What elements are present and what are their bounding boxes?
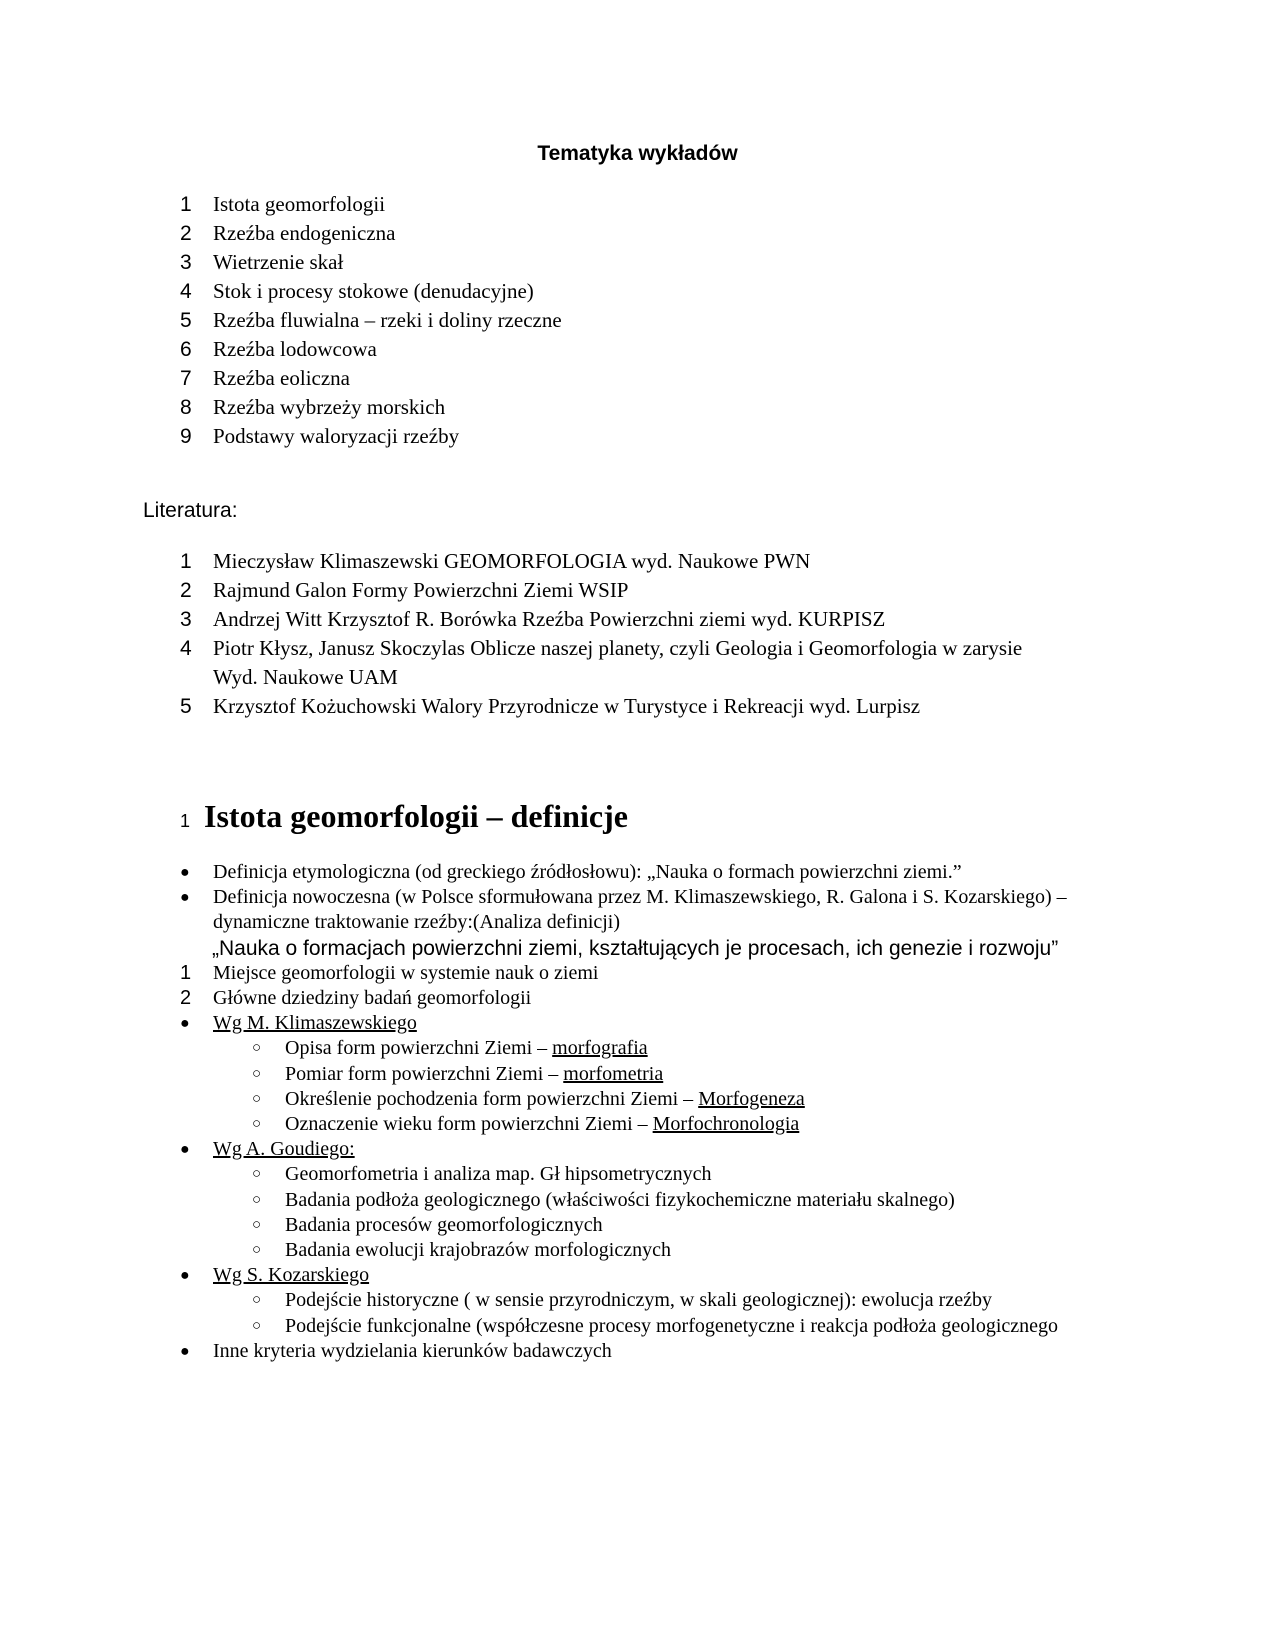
heading-text: Istota geomorfologii – definicje <box>204 798 628 834</box>
item-text: Andrzej Witt Krzysztof R. Borówka Rzeźba Powierzchni ziemi wyd. KURPISZ <box>213 607 886 631</box>
bullet-icon: ● <box>180 889 190 907</box>
item-text: Miejsce geomorfologii w systemie nauk o ziemi <box>213 961 599 984</box>
underlined-term: Wg S. Kozarskiego <box>213 1264 370 1287</box>
item-text: Badania procesów geomorfologicznych <box>285 1213 603 1236</box>
item-text: Oznaczenie wieku form powierzchni Ziemi – <box>285 1113 653 1136</box>
item-text: Istota geomorfologii <box>213 192 386 216</box>
item-number: 8 <box>180 396 192 419</box>
item-text: Mieczysław Klimaszewski GEOMORFOLOGIA wyd. Naukowe PWN <box>213 549 811 573</box>
item-text: Podejście historyczne ( w sensie przyrodniczym, w skali geologicznej): ewolucja rzeźby <box>285 1289 992 1312</box>
item-text: Badania podłoża geologicznego (właściwości fizykochemiczne materiału skalnego) <box>285 1188 955 1211</box>
item-text: Podstawy waloryzacji rzeźby <box>213 424 460 448</box>
list-item <box>180 1339 1070 1364</box>
underlined-term: Wg A. Goudiego: <box>213 1138 355 1161</box>
sub-list-item <box>180 1238 1070 1263</box>
hollow-bullet-icon: ○ <box>252 1040 262 1057</box>
item-text: Podejście funkcjonalne (współczesne procesy morfogenetyczne i reakcja podłoża geologicznego <box>285 1314 1059 1337</box>
section-content <box>180 860 1070 1364</box>
item-text: Rzeźba eoliczna <box>213 366 350 390</box>
item-text: Rzeźba endogeniczna <box>213 221 396 245</box>
item-text: Definicja nowoczesna (w Polsce sformułowana przez M. Klimaszewskiego, R. Galona i S. Kozarskiego) – dynamiczne traktowanie rzeźby:(Analiza definicji) <box>213 886 1067 934</box>
underlined-term: Morfochronologia <box>652 1113 800 1136</box>
item-text: Inne kryteria wydzielania kierunków badawczych <box>213 1339 612 1362</box>
sub-list-item <box>180 1188 1070 1213</box>
list-item <box>180 248 1120 277</box>
sub-list-item <box>180 1213 1070 1238</box>
item-number: 5 <box>180 695 192 718</box>
heading-number: 1 <box>180 811 191 831</box>
item-text: Opisa form powierzchni Ziemi – <box>285 1037 553 1060</box>
hollow-bullet-icon: ○ <box>252 1317 262 1334</box>
sub-list-item <box>180 1112 1070 1137</box>
hollow-bullet-icon: ○ <box>252 1191 262 1208</box>
underlined-term: morfometria <box>563 1062 664 1085</box>
item-text: Rzeźba fluwialna – rzeki i doliny rzeczne <box>213 308 562 332</box>
item-text: Rzeźba lodowcowa <box>213 337 377 361</box>
item-number: 1 <box>180 961 192 984</box>
quote-text: „Nauka o formacjach powierzchni ziemi, kształtujących je procesach, ich genezie i rozwoju” <box>212 936 1059 960</box>
document-title: Tematyka wykładów <box>537 142 738 165</box>
item-text: Wietrzenie skał <box>213 250 344 274</box>
list-item <box>180 219 1120 248</box>
bullet-icon: ● <box>180 1015 190 1033</box>
hollow-bullet-icon: ○ <box>252 1065 262 1082</box>
list-item <box>180 277 1120 306</box>
sub-list-item <box>180 1288 1070 1313</box>
list-item <box>180 306 1120 335</box>
hollow-bullet-icon: ○ <box>252 1216 262 1233</box>
sub-list-item <box>180 1062 1070 1087</box>
hollow-bullet-icon: ○ <box>252 1116 262 1133</box>
sub-list-item <box>180 1314 1070 1339</box>
item-text: Krzysztof Kożuchowski Walory Przyrodnicze w Turystyce i Rekreacji wyd. Lurpisz <box>213 694 921 718</box>
item-text: Geomorfometria i analiza map. Gł hipsometrycznych <box>285 1163 712 1186</box>
list-item <box>180 1011 1070 1036</box>
item-number: 4 <box>180 280 192 303</box>
item-text: Główne dziedziny badań geomorfologii <box>213 987 532 1010</box>
list-item <box>180 393 1120 422</box>
sub-list-item <box>180 1036 1070 1061</box>
bullet-icon: ● <box>180 1342 190 1360</box>
list-item <box>180 961 1070 986</box>
list-item <box>180 1263 1070 1288</box>
literature-label: Literatura: <box>143 499 238 522</box>
section-heading <box>180 798 628 835</box>
item-text: Stok i procesy stokowe (denudacyjne) <box>213 279 534 303</box>
underlined-term: morfografia <box>552 1037 648 1060</box>
list-item <box>180 364 1120 393</box>
item-number: 1 <box>180 193 192 216</box>
list-item <box>180 634 1060 692</box>
list-item <box>180 860 1070 885</box>
hollow-bullet-icon: ○ <box>252 1292 262 1309</box>
item-number: 3 <box>180 251 192 274</box>
item-number: 2 <box>180 579 192 602</box>
bullet-icon: ● <box>180 1267 190 1285</box>
list-item <box>180 190 1120 219</box>
item-text: Określenie pochodzenia form powierzchni Ziemi – <box>285 1087 699 1110</box>
list-item <box>180 576 1060 605</box>
item-text: Piotr Kłysz, Janusz Skoczylas Oblicze naszej planety, czyli Geologia i Geomorfologia w zarysie Wyd. Naukowe UAM <box>213 636 1023 689</box>
item-text: Badania ewolucji krajobrazów morfologicznych <box>285 1239 671 1262</box>
list-item <box>180 986 1070 1011</box>
item-number: 9 <box>180 425 192 448</box>
item-text: Pomiar form powierzchni Ziemi – <box>285 1062 564 1085</box>
item-text: Rzeźba wybrzeży morskich <box>213 395 446 419</box>
hollow-bullet-icon: ○ <box>252 1242 262 1259</box>
item-number: 3 <box>180 608 192 631</box>
list-item <box>180 692 1060 721</box>
list-item <box>180 1137 1070 1162</box>
list-item <box>180 547 1060 576</box>
item-text: Definicja etymologiczna (od greckiego źródłosłowu): „Nauka o formach powierzchni ziemi.” <box>213 861 962 883</box>
item-number: 7 <box>180 367 192 390</box>
bullet-icon: ● <box>180 864 190 881</box>
underlined-term: Wg M. Klimaszewskiego <box>213 1012 417 1035</box>
item-number: 5 <box>180 309 192 332</box>
item-number: 6 <box>180 338 192 361</box>
item-number: 2 <box>180 222 192 245</box>
topics-list <box>180 190 1120 451</box>
item-number: 1 <box>180 550 192 573</box>
hollow-bullet-icon: ○ <box>252 1090 262 1107</box>
item-number: 2 <box>180 987 192 1010</box>
sub-list-item <box>180 1162 1070 1187</box>
literature-list <box>180 547 1060 721</box>
list-item <box>180 422 1120 451</box>
bullet-icon: ● <box>180 1141 190 1159</box>
list-item <box>180 335 1120 364</box>
hollow-bullet-icon: ○ <box>252 1166 262 1183</box>
sub-list-item <box>180 1087 1070 1112</box>
list-item <box>180 605 1060 634</box>
item-text: Rajmund Galon Formy Powierzchni Ziemi WSIP <box>213 578 629 602</box>
list-item <box>180 885 1070 935</box>
item-number: 4 <box>180 637 192 660</box>
underlined-term: Morfogeneza <box>698 1087 805 1110</box>
